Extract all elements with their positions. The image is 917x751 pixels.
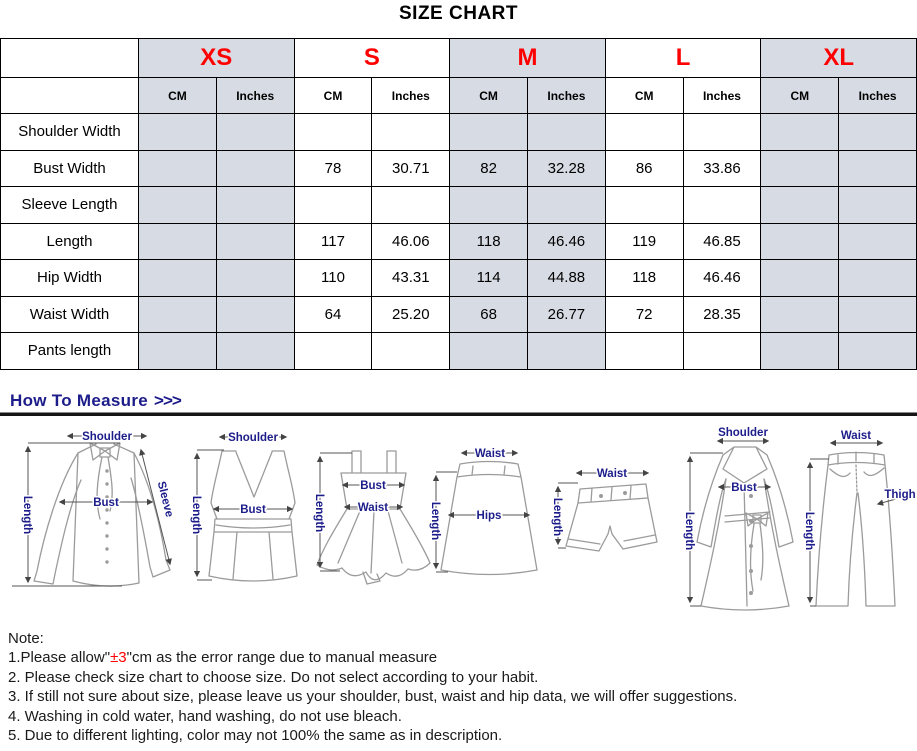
- unit-header-l-inches: Inches: [683, 78, 761, 114]
- note-line-4: 4. Washing in cold water, hand washing, do not use bleach.: [8, 707, 402, 725]
- value-cell: [839, 150, 917, 187]
- value-cell: 26.77: [527, 296, 605, 333]
- unit-header-m-inches: Inches: [527, 78, 605, 114]
- measure-figures-illustration: [0, 423, 917, 628]
- measure-label-bust: Bust: [360, 480, 386, 492]
- note-line-5: 5. Due to different lighting, color may not 100% the same as in description.: [8, 727, 503, 745]
- measure-label-hips: Hips: [476, 510, 502, 522]
- value-cell: 78: [294, 150, 372, 187]
- value-cell: 119: [605, 223, 683, 260]
- measure-label-length: Length: [21, 495, 33, 535]
- value-cell: [839, 114, 917, 151]
- corner-cell: [1, 39, 139, 78]
- how-to-measure-heading: [10, 391, 181, 411]
- value-cell: [216, 223, 294, 260]
- error-range-value: ±3: [110, 649, 127, 667]
- value-cell: [683, 114, 761, 151]
- row-label: Bust Width: [1, 150, 139, 187]
- size-header-xl: XL: [761, 39, 917, 78]
- value-cell: [216, 187, 294, 224]
- measure-label-waist: Waist: [596, 468, 628, 480]
- unit-header-xl-cm: CM: [761, 78, 839, 114]
- size-header-s: S: [294, 39, 450, 78]
- value-cell: [372, 187, 450, 224]
- table-row: [1, 150, 917, 187]
- measure-label-bust: Bust: [731, 482, 757, 494]
- value-cell: [294, 333, 372, 370]
- value-cell: 32.28: [527, 150, 605, 187]
- value-cell: [216, 114, 294, 151]
- table-row: [1, 223, 917, 260]
- value-cell: [294, 187, 372, 224]
- table-row: [1, 260, 917, 297]
- value-cell: [216, 296, 294, 333]
- value-cell: 114: [450, 260, 528, 297]
- value-cell: [450, 187, 528, 224]
- value-cell: [761, 333, 839, 370]
- unit-header-xs-cm: CM: [139, 78, 217, 114]
- value-cell: 64: [294, 296, 372, 333]
- value-cell: [216, 150, 294, 187]
- value-cell: 72: [605, 296, 683, 333]
- measure-label-length: Length: [429, 501, 441, 541]
- unit-header-xs-inches: Inches: [216, 78, 294, 114]
- value-cell: [139, 296, 217, 333]
- chevrons-icon: >>>: [154, 391, 181, 410]
- dress-drawing: [313, 451, 430, 584]
- value-cell: [839, 187, 917, 224]
- unit-header-m-cm: CM: [450, 78, 528, 114]
- measure-label-shoulder: Shoulder: [718, 427, 768, 439]
- value-cell: [527, 333, 605, 370]
- measure-label-waist: Waist: [357, 502, 389, 514]
- value-cell: [761, 114, 839, 151]
- note-line-3: 3. If still not sure about size, please leave us your shoulder, bust, waist and hip data, we will offer suggestions.: [8, 688, 738, 706]
- tank-top-drawing: [190, 432, 297, 581]
- table-row: [1, 333, 917, 370]
- row-label: Sleeve Length: [1, 187, 139, 224]
- value-cell: 44.88: [527, 260, 605, 297]
- measure-label-shoulder: Shoulder: [82, 431, 132, 443]
- value-cell: [372, 114, 450, 151]
- value-cell: [139, 114, 217, 151]
- measure-label-length: Length: [190, 495, 202, 535]
- note-line-1: 1.Please allow"±3"cm as the error range due to manual measure: [8, 649, 438, 667]
- value-cell: [605, 114, 683, 151]
- value-cell: [839, 223, 917, 260]
- measure-label-sleeve: Sleeve: [154, 480, 176, 519]
- value-cell: [605, 187, 683, 224]
- measure-label-bust: Bust: [240, 504, 266, 516]
- value-cell: 43.31: [372, 260, 450, 297]
- measure-label-waist: Waist: [474, 448, 506, 460]
- value-cell: 117: [294, 223, 372, 260]
- skirt-drawing: [429, 448, 537, 575]
- measure-label-bust: Bust: [93, 497, 119, 509]
- measure-label-thigh: Thigh: [884, 489, 916, 501]
- notes-heading: Note:: [8, 630, 44, 647]
- note-line-2: 2. Please check size chart to choose size. Do not select according to your habit.: [8, 668, 539, 686]
- row-label: Length: [1, 223, 139, 260]
- unit-header-s-inches: Inches: [372, 78, 450, 114]
- measure-label-length: Length: [313, 493, 325, 533]
- measure-label-length: Length: [683, 511, 695, 551]
- measure-label-length: Length: [803, 511, 815, 551]
- value-cell: 46.06: [372, 223, 450, 260]
- shorts-drawing: [551, 468, 657, 551]
- value-cell: 82: [450, 150, 528, 187]
- measure-label-shoulder: Shoulder: [228, 432, 278, 444]
- value-cell: 118: [450, 223, 528, 260]
- value-cell: 28.35: [683, 296, 761, 333]
- value-cell: [139, 150, 217, 187]
- value-cell: 68: [450, 296, 528, 333]
- value-cell: [761, 150, 839, 187]
- value-cell: [761, 260, 839, 297]
- value-cell: [372, 333, 450, 370]
- value-cell: 110: [294, 260, 372, 297]
- value-cell: 46.46: [683, 260, 761, 297]
- value-cell: [527, 114, 605, 151]
- page-title: SIZE CHART: [399, 3, 518, 24]
- size-chart-table: [0, 38, 917, 370]
- value-cell: 33.86: [683, 150, 761, 187]
- size-header-xs: XS: [139, 39, 295, 78]
- value-cell: 46.85: [683, 223, 761, 260]
- value-cell: [216, 260, 294, 297]
- row-label: Hip Width: [1, 260, 139, 297]
- value-cell: [839, 296, 917, 333]
- table-row: [1, 114, 917, 151]
- size-header-m: M: [450, 39, 606, 78]
- value-cell: 118: [605, 260, 683, 297]
- measure-label-waist: Waist: [840, 430, 872, 442]
- row-label: Waist Width: [1, 296, 139, 333]
- value-cell: [139, 260, 217, 297]
- row-label: Shoulder Width: [1, 114, 139, 151]
- value-cell: [839, 333, 917, 370]
- value-cell: [450, 333, 528, 370]
- corner-cell: [1, 78, 139, 114]
- size-header-l: L: [605, 39, 761, 78]
- section-divider-line: [0, 412, 917, 416]
- value-cell: [761, 223, 839, 260]
- value-cell: [216, 333, 294, 370]
- pants-drawing: [803, 430, 916, 606]
- value-cell: 86: [605, 150, 683, 187]
- coat-drawing: [683, 427, 793, 610]
- value-cell: [839, 260, 917, 297]
- value-cell: [683, 333, 761, 370]
- unit-header-s-cm: CM: [294, 78, 372, 114]
- value-cell: [605, 333, 683, 370]
- how-to-measure-text: How To Measure: [10, 391, 149, 410]
- value-cell: [761, 187, 839, 224]
- unit-header-xl-inches: Inches: [839, 78, 917, 114]
- value-cell: [527, 187, 605, 224]
- value-cell: [450, 114, 528, 151]
- value-cell: [139, 223, 217, 260]
- value-cell: [139, 333, 217, 370]
- table-row: [1, 187, 917, 224]
- value-cell: [683, 187, 761, 224]
- measure-label-length: Length: [551, 497, 563, 537]
- value-cell: [761, 296, 839, 333]
- notes-section: [8, 629, 737, 745]
- table-row: [1, 296, 917, 333]
- value-cell: 46.46: [527, 223, 605, 260]
- value-cell: 25.20: [372, 296, 450, 333]
- row-label: Pants length: [1, 333, 139, 370]
- value-cell: [294, 114, 372, 151]
- unit-header-l-cm: CM: [605, 78, 683, 114]
- value-cell: 30.71: [372, 150, 450, 187]
- value-cell: [139, 187, 217, 224]
- blouse-drawing: [12, 431, 175, 586]
